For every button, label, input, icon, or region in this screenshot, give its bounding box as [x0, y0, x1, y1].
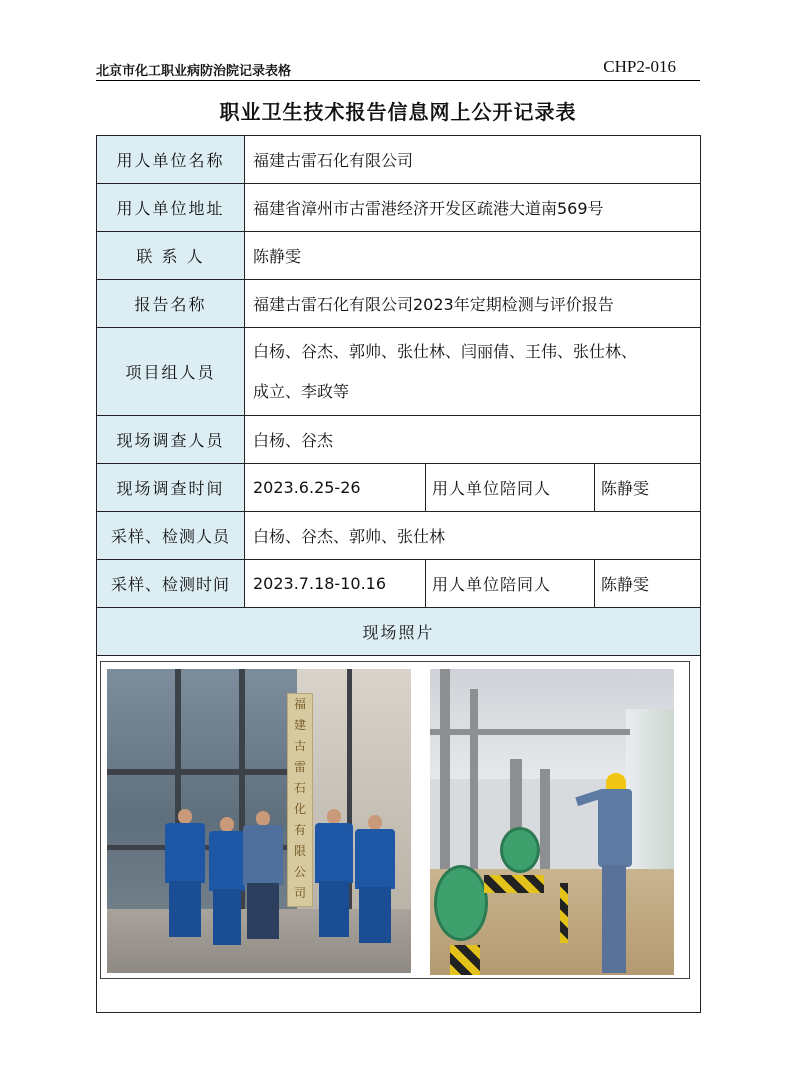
window-mullion: [107, 769, 297, 775]
label-employer-name: 用人单位名称: [97, 136, 245, 184]
row-employer-address: [97, 184, 701, 232]
sign-char: 司: [293, 886, 306, 900]
value-project-members: [245, 328, 701, 416]
row-survey-staff: [97, 416, 701, 464]
value-employer-name: 福建古雷石化有限公司: [245, 136, 701, 184]
value-survey-time: 2023.6.25-26: [245, 464, 426, 512]
project-members-line-1: 白杨、谷杰、郭帅、张仕林、闫丽倩、王伟、张仕林、: [253, 341, 638, 361]
worker-legs: [602, 865, 626, 973]
sign-char: 福: [293, 697, 306, 711]
pipe: [540, 769, 550, 869]
value-survey-escort: 陈静雯: [595, 464, 701, 512]
project-members-line-2: 成立、李政等: [253, 381, 350, 401]
sign-char: 石: [293, 781, 306, 795]
page-title: 职业卫生技术报告信息网上公开记录表: [219, 100, 577, 124]
warning-post: [560, 883, 568, 943]
label-contact: 联 系 人: [97, 232, 245, 280]
value-contact: 陈静雯: [245, 232, 701, 280]
sign-char: 限: [293, 844, 306, 858]
label-survey-staff: 现场调查人员: [97, 416, 245, 464]
warning-barrier: [450, 945, 480, 975]
label-sampling-escort: 用人单位陪同人: [426, 560, 595, 608]
wall-panel: [626, 709, 674, 889]
row-survey-time: [97, 464, 701, 512]
row-employer-name: [97, 136, 701, 184]
worker: [598, 789, 632, 867]
pipe: [430, 729, 630, 735]
label-survey-time: 现场调查时间: [97, 464, 245, 512]
row-project-members: [97, 328, 701, 416]
site-photo-entrance: [107, 669, 411, 973]
pipe: [440, 669, 450, 869]
company-sign: [287, 693, 313, 907]
value-sampling-staff: 白杨、谷杰、郭帅、张仕林: [245, 512, 701, 560]
person: [355, 815, 395, 945]
pump-motor: [434, 865, 488, 941]
label-report-name: 报告名称: [97, 280, 245, 328]
row-photos-label: [97, 608, 701, 656]
row-sampling-staff: [97, 512, 701, 560]
sign-char: 公: [293, 865, 306, 879]
label-survey-escort: 用人单位陪同人: [426, 464, 595, 512]
sign-char: 古: [293, 739, 306, 753]
label-sampling-staff: 采样、检测人员: [97, 512, 245, 560]
row-sampling-time: [97, 560, 701, 608]
sign-char: 化: [293, 802, 306, 816]
pump-motor: [500, 827, 540, 873]
document-header: [96, 56, 700, 80]
value-sampling-escort: 陈静雯: [595, 560, 701, 608]
site-photo-pump-room: [430, 669, 674, 975]
label-sampling-time: 采样、检测时间: [97, 560, 245, 608]
photos-cell: [97, 656, 701, 1013]
person: [243, 811, 283, 941]
label-employer-address: 用人单位地址: [97, 184, 245, 232]
pipe: [470, 689, 478, 869]
sign-char: 有: [293, 823, 306, 837]
label-site-photos: 现场照片: [97, 608, 701, 656]
record-table: [96, 135, 701, 1013]
value-employer-address: 福建省漳州市古雷港经济开发区疏港大道南569号: [245, 184, 701, 232]
value-sampling-time: 2023.7.18-10.16: [245, 560, 426, 608]
label-project-members: 项目组人员: [97, 328, 245, 416]
sign-char: 建: [293, 718, 306, 732]
person: [315, 809, 353, 939]
sign-char: 雷: [293, 760, 306, 774]
value-report-name: 福建古雷石化有限公司2023年定期检测与评价报告: [245, 280, 701, 328]
row-report-name: [97, 280, 701, 328]
row-contact: [97, 232, 701, 280]
person: [165, 809, 205, 939]
form-code: CHP2-016: [603, 57, 676, 76]
value-survey-staff: 白杨、谷杰: [245, 416, 701, 464]
header-divider: [96, 80, 700, 81]
person: [209, 817, 245, 941]
warning-barrier: [484, 875, 544, 893]
organization-name: 北京市化工职业病防治院记录表格: [96, 64, 292, 79]
row-photos: [97, 656, 701, 1013]
